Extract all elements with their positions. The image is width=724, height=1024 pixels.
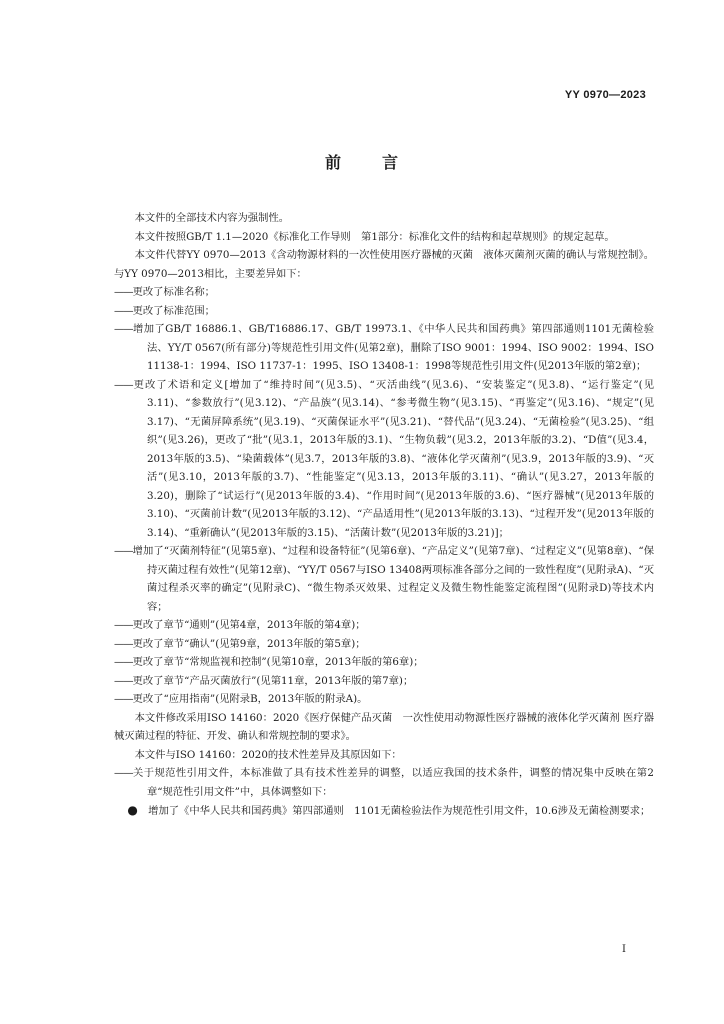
bullet-item <box>127 801 654 821</box>
change-item-text: 更改了章节“产品灭菌放行”(见第11章，2013年版的第7章)； <box>132 674 414 687</box>
change-item <box>114 616 654 635</box>
dash-marker: —— <box>114 637 133 650</box>
dash-marker: —— <box>114 656 133 668</box>
dash-marker: —— <box>114 545 133 557</box>
dash-marker: —— <box>114 767 133 779</box>
dash-marker: —— <box>114 304 133 317</box>
dash-marker: —— <box>114 378 133 391</box>
change-item <box>114 542 654 616</box>
title-char-1: 前 <box>324 153 342 172</box>
page-title <box>0 150 724 173</box>
change-item <box>114 653 654 672</box>
document-code: YY 0970—2023 <box>564 89 646 101</box>
change-item <box>114 672 654 691</box>
dash-marker: —— <box>114 693 133 705</box>
dash-marker: —— <box>114 286 133 298</box>
change-item <box>114 690 654 709</box>
change-item <box>114 320 654 376</box>
change-item-text: 增加了“灭菌剂特征”(见第5章)、“过程和设备特征”(见第6章)、“产品定义”(见第7章)、“过程定义”(见第8章)、“保持灭菌过程有效性”(见第12章)、“YY/T 0567与ISO 13408两项标准各部分之间的一致性程度”(见附录A)、“灭菌过程杀灭率的确定”(见附录C)、“微生物杀灭效果、过程定义及微生物性能鉴定流程图”(见附录D)等技术内容； <box>132 545 654 613</box>
foreword-body <box>114 209 654 821</box>
change-item-text: 更改了标准范围； <box>132 304 215 317</box>
change-item <box>114 283 654 302</box>
change-item-text: 更改了章节“确认”(见第9章，2013年版的第5章)； <box>132 637 366 650</box>
change-item <box>114 302 654 321</box>
page-number: I <box>622 944 626 955</box>
difference-item <box>114 764 654 801</box>
change-item-text: 更改了“应用指南”(见附录B，2013年版的附录A)。 <box>132 693 368 705</box>
title-char-2: 言 <box>382 153 400 172</box>
paragraph-drafting-rules: 本文件按照GB/T 1.1—2020《标准化工作导则 第1部分：标准化文件的结构和起草规则》的规定起草。 <box>134 230 615 243</box>
paragraph-replaces: 本文件代替YY 0970—2013《含动物源材料的一次性使用医疗器械的灭菌 液体灭菌剂灭菌的确认与常规控制》。与YY 0970—2013相比，主要差异如下： <box>114 249 654 280</box>
difference-item-text: 关于规范性引用文件，本标准做了具有技术性差异的调整，以适应我国的技术条件，调整的情况集中反映在第2章“规范性引用文件”中，具体调整如下： <box>132 767 654 798</box>
bullet-item-text: 增加了《中华人民共和国药典》第四部通则 1101无菌检验法作为规范性引用文件，10.6涉及无菌检测要求； <box>148 805 651 817</box>
change-item-text: 更改了术语和定义[增加了“维持时间”(见3.5)、“灭活曲线”(见3.6)、“安装鉴定”(见3.8)、“运行鉴定”(见3.11)、“参数放行”(见3.12)、“产品族”(见3.14)、“参考微生物”(见3.15)、“再鉴定”(见3.16)、“规定”(见3.17)、“无菌屏障系统”(见3.19)、“灭菌保证水平”(见3.21)、“替代品”(见3.24)、“无菌检验”(见3.25)、“组织”(见3.26)，更改了“批”(见3.1，2013年版的3.1)、“生物负载”(见3.2，2013年版的3.2)、“D值”(见3.4，2013年版的3.5)、“染菌载体”(见3.7，2013年版的3.8)、“液体化学灭菌剂”(见3.9，2013年版的3.9)、“灭活”(见3.10，2013年版的3.7)、“性能鉴定”(见3.13，2013年版的3.11)、“确认”(见3.27，2013年版的3.20)，删除了“试运行”(见2013年版的3.4)、“作用时间”(见2013年版的3.6)、“医疗器械”(见2013年版的3.10)、“灭菌前计数”(见2013年版的3.12)、“产品适用性”(见2013年版的3.13)、“过程开发”(见2013年版的3.14)、“重新确认”(见2013年版的3.15)、“活菌计数”(见2013年版的3.21)]； <box>132 378 654 539</box>
change-item-text: 更改了标准名称； <box>132 286 215 298</box>
paragraph-adoption: 本文件修改采用ISO 14160：2020《医疗保健产品灭菌 一次性使用动物源性医疗器械的液体化学灭菌剂 医疗器械灭菌过程的特征、开发、确认和常规控制的要求》。 <box>114 711 654 742</box>
change-item <box>114 376 654 543</box>
dash-marker: —— <box>114 674 133 687</box>
bullet-icon: ● <box>127 803 138 817</box>
change-item-text: 增加了GB/T 16886.1、GB/T16886.17、GB/T 19973.1、《中华人民共和国药典》第四部通则1101无菌检验法、YY/T 0567(所有部分)等规范性引用文件(见第2章)，删除了ISO 9001：1994、ISO 9002：1994、ISO 11138-1：1994、ISO 11737-1：1995、ISO 13408-1：1998等规范性引用文件(见2013年版的第2章)； <box>132 323 654 372</box>
paragraph-mandatory: 本文件的全部技术内容为强制性。 <box>134 212 290 224</box>
paragraph-differences: 本文件与ISO 14160：2020的技术性差异及其原因如下： <box>134 748 402 761</box>
dash-marker: —— <box>114 619 133 631</box>
change-item <box>114 635 654 654</box>
change-item-text: 更改了章节“常规监视和控制”(见第10章，2013年版的第6章)； <box>132 656 424 668</box>
dash-marker: —— <box>114 323 133 335</box>
change-item-text: 更改了章节“通则”(见第4章，2013年版的第4章)； <box>132 619 366 631</box>
